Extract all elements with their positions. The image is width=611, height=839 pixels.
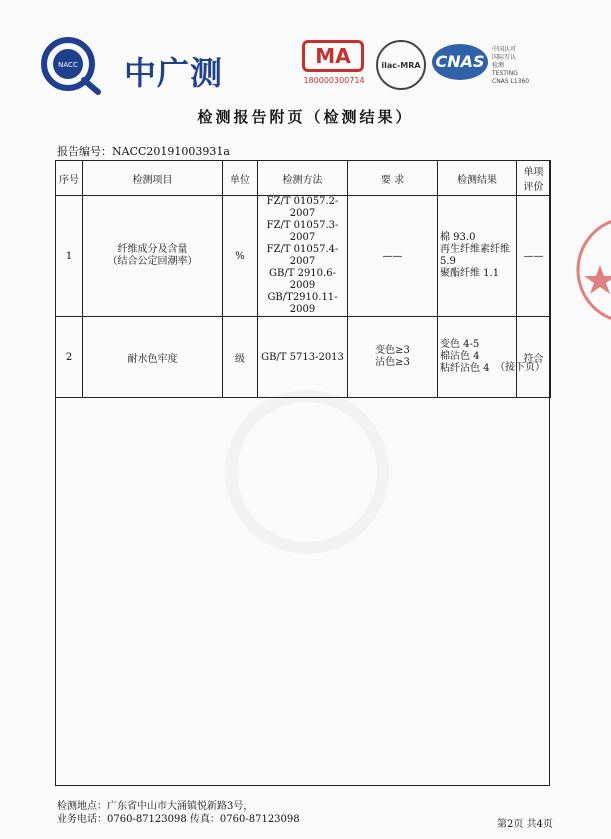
item-line: （结合公定回潮率） [107,256,198,267]
cnas-certificate [432,40,552,92]
result-line: 再生纤维素纤维 [440,244,510,255]
cnas-info-line: 检测 [492,62,505,69]
cnas-info-line: TESTING [492,70,518,77]
cell-item [83,196,223,317]
method-line: FZ/T 01057.2-2007 [266,196,339,219]
nacc-logo [38,36,238,96]
report-number: 报告编号：NACC20191003931a [57,145,230,158]
table-header-row [56,161,551,196]
footer [57,800,300,826]
cma-certificate [302,40,366,92]
header-item: 检测项目 [83,161,223,196]
official-seal-stamp [570,210,611,330]
logo-badge: NACC [58,61,78,69]
cell-item: 耐水色牢度 [83,317,223,398]
requirement-line: 沾色≥3 [375,357,410,368]
result-line: 聚酯纤维 1.1 [440,268,500,279]
logo-text: 中广测 [124,54,224,92]
result-line: 棉沾色 4 [440,351,480,362]
cnas-info [492,46,529,86]
page-number: 第2页 共4页 [497,819,553,830]
cell-requirement [348,317,438,398]
continued-note: （接下页） [495,362,545,373]
cnas-info-line: CNAS L1360 [492,78,530,85]
method-line: GB/T2910.11-2009 [267,292,338,315]
table-row [56,317,551,398]
requirement-line: 变色≥3 [375,345,410,356]
table-row [56,196,551,317]
cma-mark: MA [302,40,364,72]
results-table [55,160,551,398]
result-line: 5.9 [440,256,456,267]
header-requirement: 要 求 [348,161,438,196]
cnas-mark: CNAS [432,44,488,80]
cma-number: 180000300714 [303,76,365,85]
cell-no: 2 [56,317,83,398]
result-line: 变色 4-5 [440,339,480,350]
page-title: 检测报告附页（检测结果） [197,108,414,126]
cnas-info-line: 国际互认 [492,54,517,61]
cell-method: GB/T 5713-2013 [258,317,348,398]
result-line: 棉 93.0 [440,232,476,243]
cell-result [438,317,517,398]
result-line: 粘纤沾色 4 [440,363,490,374]
ilac-mark [376,40,426,90]
method-line: FZ/T 01057.4-2007 [266,244,339,267]
ilac-certificate [372,40,428,92]
cell-evaluation: —— [517,196,551,317]
header-result: 检测结果 [438,161,517,196]
watermark-logo [225,390,389,554]
cell-no: 1 [56,196,83,317]
method-line: FZ/T 01057.3-2007 [266,220,339,243]
method-line: GB/T 2910.6-2009 [269,268,336,291]
item-line: 纤维成分及含量 [117,244,188,255]
footer-address: 检测地点：广东省中山市大涌镇悦新路3号， [57,801,254,812]
cell-evaluation: 符合 [517,317,551,398]
footer-phone: 业务电话：0760-87123098 传真：0760-87123098 [57,814,300,825]
header-unit: 单位 [223,161,258,196]
cnas-info-line: 中国认可 [492,46,517,53]
cell-unit: % [223,196,258,317]
cell-method [258,196,348,317]
ilac-text: ilac-MRA [381,60,421,70]
cell-requirement: —— [348,196,438,317]
cell-unit: 级 [223,317,258,398]
cell-result [438,196,517,317]
header-no: 序号 [56,161,83,196]
header-evaluation: 单项评价 [517,161,551,196]
header-method: 检测方法 [258,161,348,196]
